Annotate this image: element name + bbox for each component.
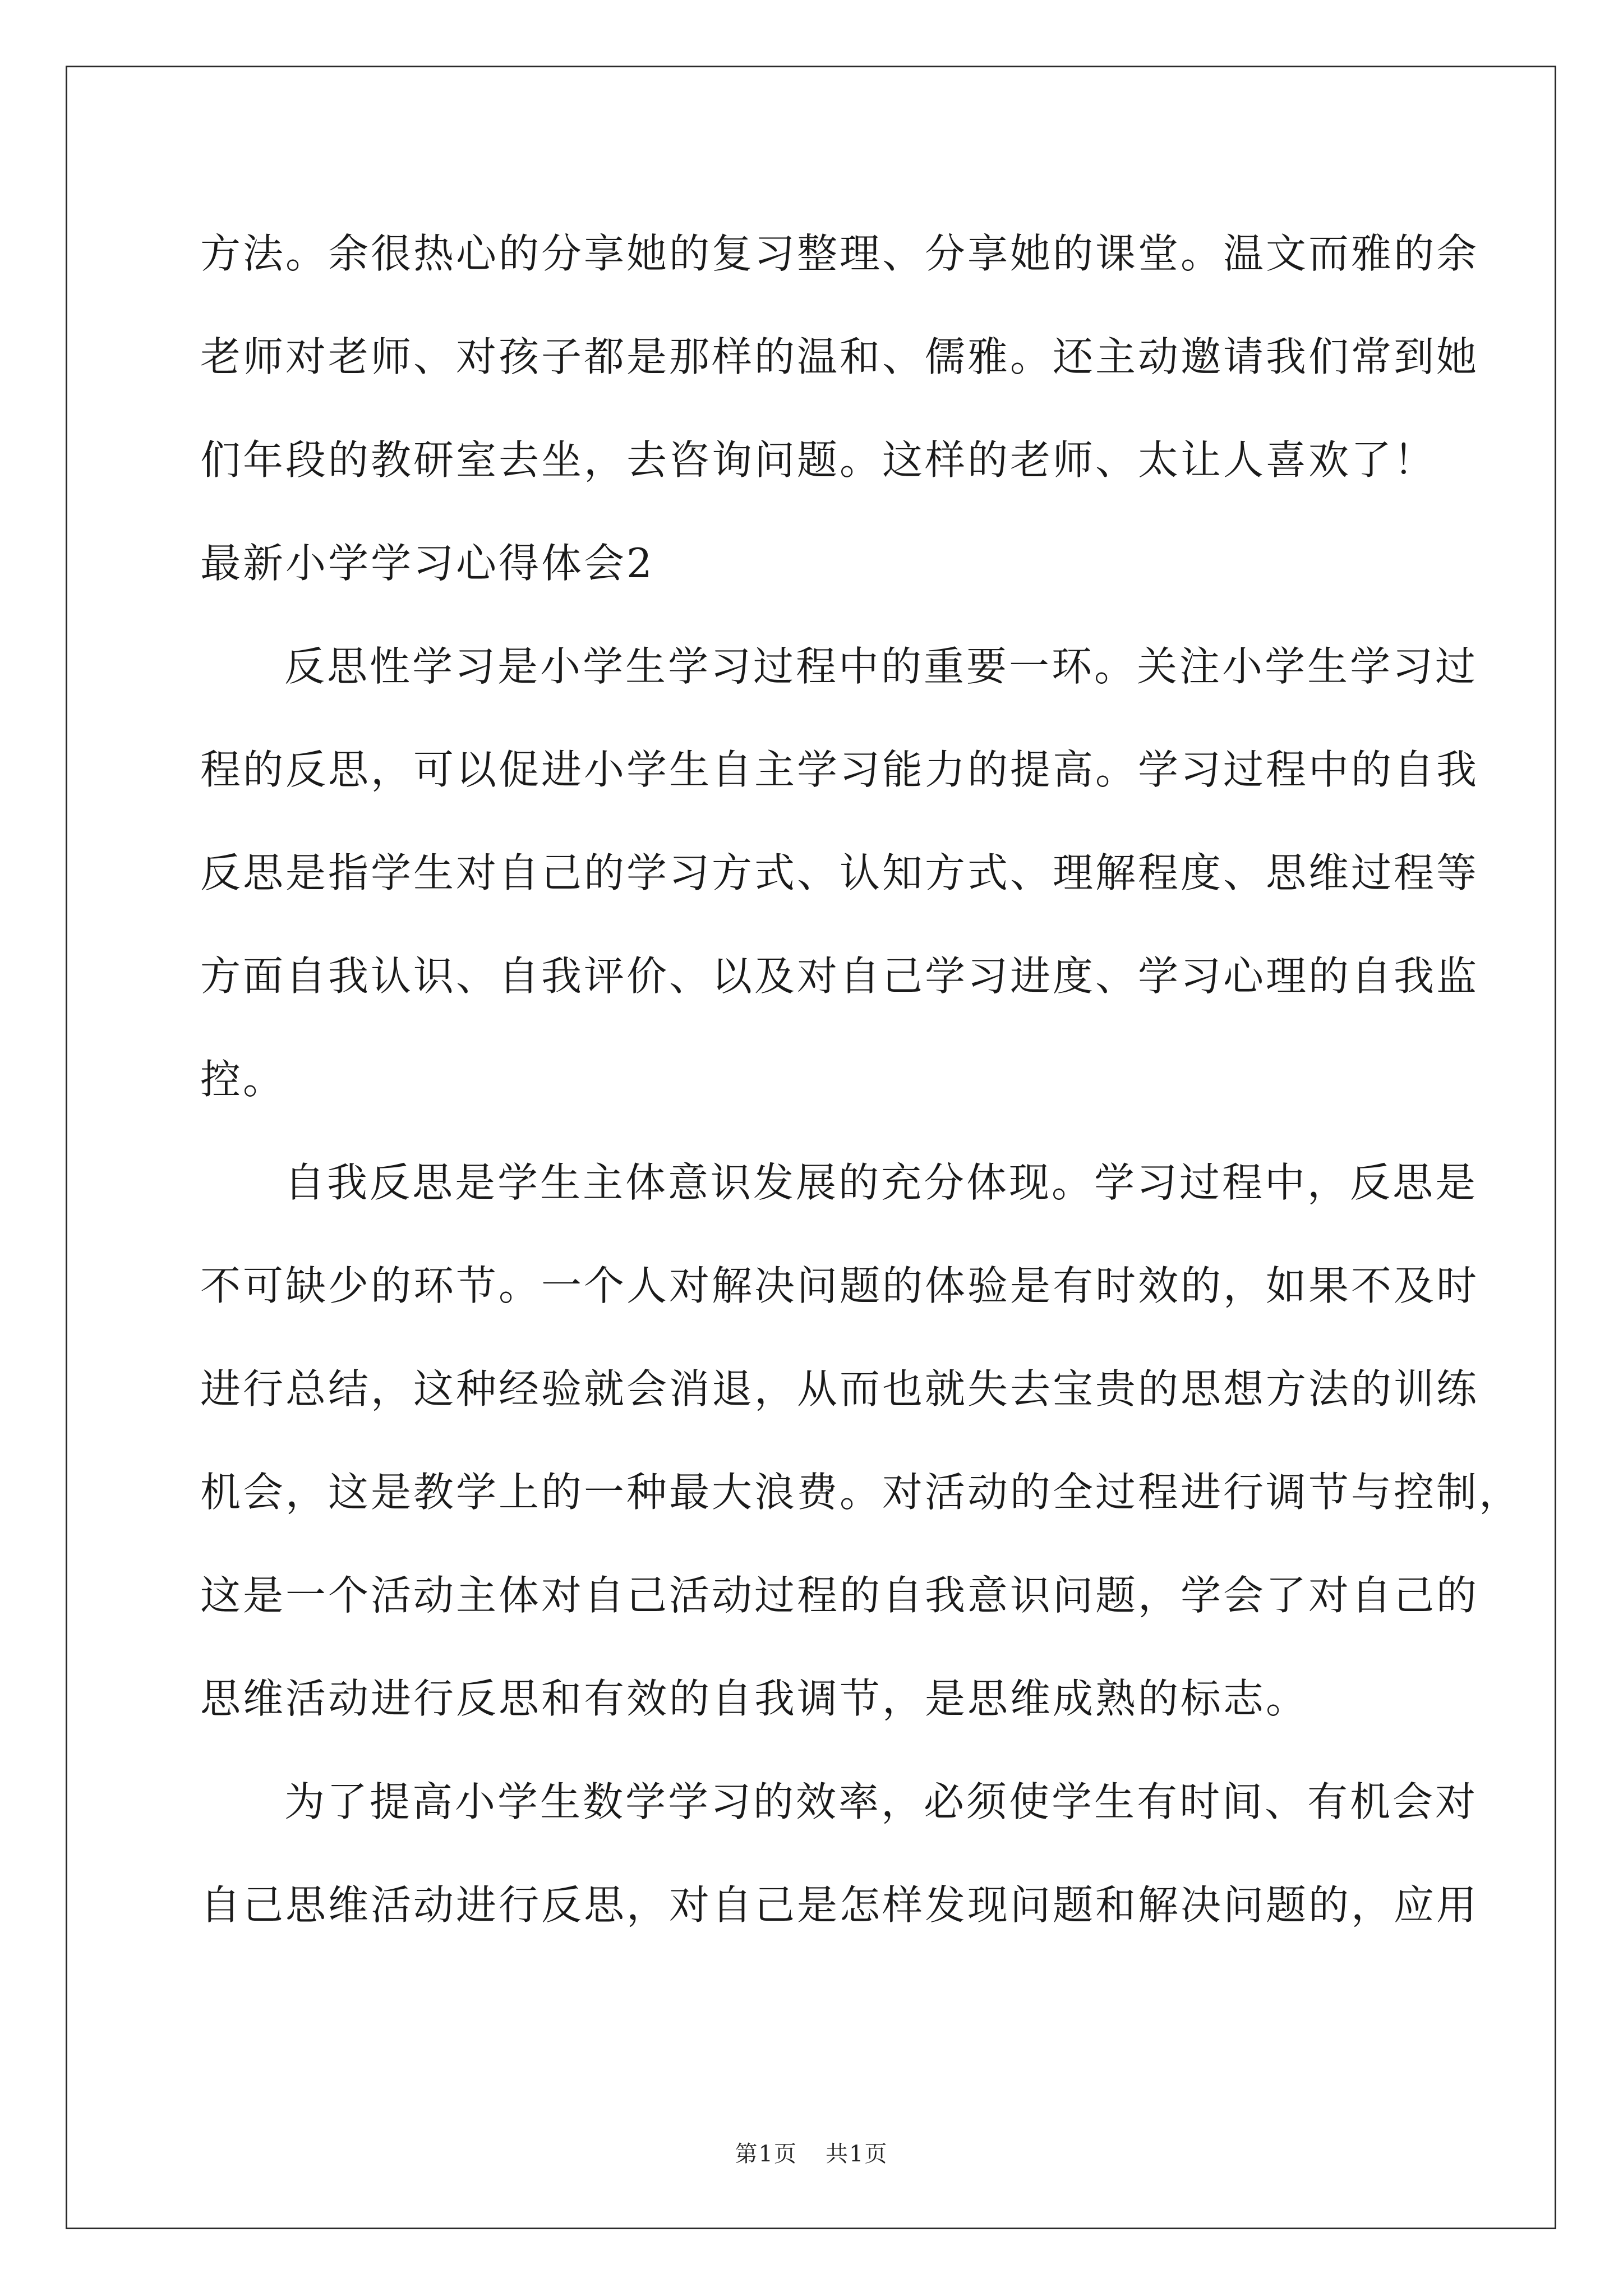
text-line: 方面自我认识、自我评价、以及对自己学习进度、学习心理的自我监 — [200, 953, 1479, 1000]
text-line: 反思是指学生对自己的学习方式、认知方式、理解程度、思维过程等 — [200, 849, 1479, 896]
text-line: 思维活动进行反思和有效的自我调节，是思维成熟的标志。 — [200, 1675, 1309, 1722]
paragraph-first-line: 反思性学习是小学生学习过程中的重要一环。关注小学生学习过 — [284, 643, 1478, 690]
text-line: 机会，这是教学上的一种最大浪费。对活动的全过程进行调节与控制， — [200, 1469, 1522, 1516]
text-line: 进行总结，这种经验就会消退，从而也就失去宝贵的思想方法的训练 — [200, 1365, 1479, 1412]
page-number: 第1页 — [735, 2141, 797, 2167]
text-line: 自己思维活动进行反思，对自己是怎样发现问题和解决问题的，应用 — [200, 1881, 1479, 1929]
paragraph-first-line: 为了提高小学生数学学习的效率，必须使学生有时间、有机会对 — [284, 1778, 1478, 1825]
text-line: 方法。余很热心的分享她的复习整理、分享她的课堂。温文而雅的余 — [200, 230, 1479, 277]
text-line: 老师对老师、对孩子都是那样的温和、儒雅。还主动邀请我们常到她 — [200, 333, 1479, 380]
text-line: 不可缺少的环节。一个人对解决问题的体验是有时效的，如果不及时 — [200, 1262, 1479, 1309]
text-line: 程的反思，可以促进小学生自主学习能力的提高。学习过程中的自我 — [200, 746, 1479, 793]
page-total: 共1页 — [826, 2141, 888, 2167]
document-body — [200, 220, 1522, 1975]
text-line: 这是一个活动主体对自己活动过程的自我意识问题，学会了对自己的 — [200, 1572, 1479, 1619]
text-line: 们年段的教研室去坐，去咨询问题。这样的老师、太让人喜欢了！ — [200, 436, 1437, 484]
paragraph-first-line: 自我反思是学生主体意识发展的充分体现。学习过程中，反思是 — [284, 1159, 1478, 1206]
page-footer — [0, 2136, 1623, 2168]
section-heading: 最新小学学习心得体会2 — [200, 540, 654, 587]
text-line: 控。 — [200, 1056, 286, 1103]
